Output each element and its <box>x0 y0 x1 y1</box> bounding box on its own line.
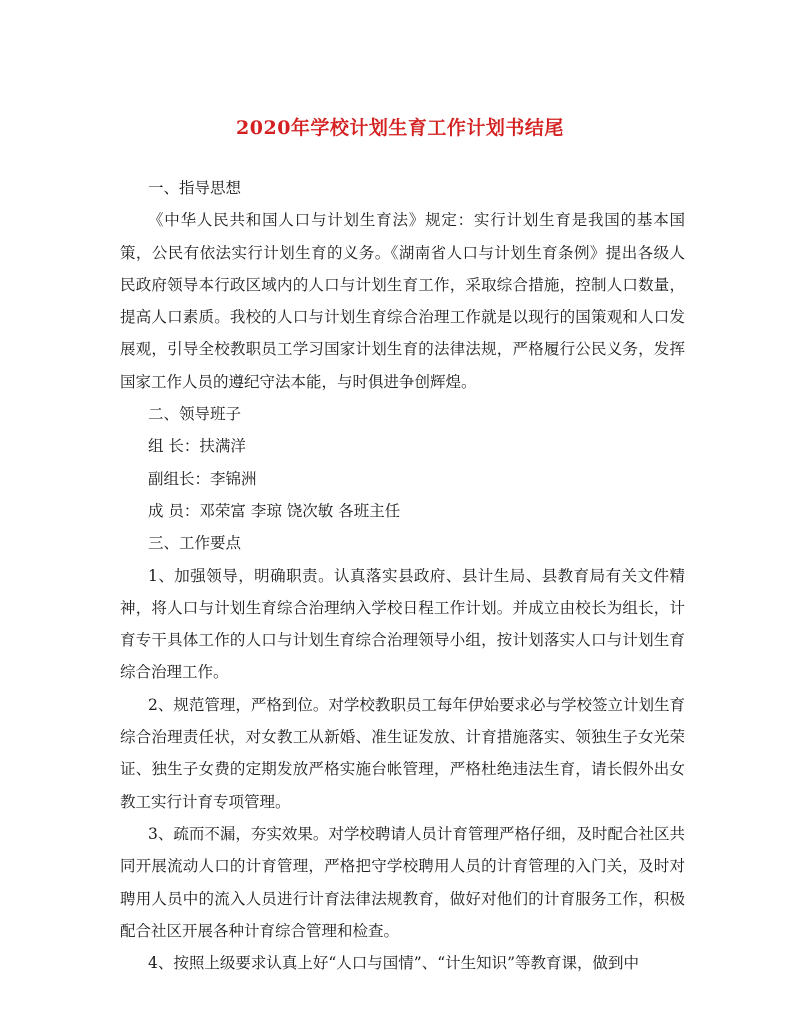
work-point-1: 1、加强领导，明确职责。认真落实县政府、县计生局、县教育局有关文件精神，将人口与计划生育综合治理纳入学校日程工作计划。并成立由校长为组长，计育专干具体工作的人口与计划生育综合治理领导小组，按计划落实人口与计划生育综合治理工作。 <box>120 566 685 682</box>
members-line: 成 员：邓荣富 李琼 饶次敏 各班主任 <box>148 501 401 520</box>
document-title: 2020年学校计划生育工作计划书结尾 <box>236 117 564 139</box>
work-point-3: 3、疏而不漏，夯实效果。对学校聘请人员计育管理严格仔细，及时配合社区共同开展流动人口的计育管理，严格把守学校聘用人员的计育管理的入门关，及时对聘用人员中的流入人员进行计育法律法规教育，做好对他们的计育服务工作，积极配合社区开展各种计育综合管理和检查。 <box>120 824 685 940</box>
document-body <box>120 172 685 979</box>
leader-line: 组 长：扶满洋 <box>148 437 246 456</box>
paragraph-guiding-ideology: 《中华人民共和国人口与计划生育法》规定：实行计划生育是我国的基本国策，公民有依法实行计划生育的义务。《湖南省人口与计划生育条例》提出各级人民政府领导本行政区域内的人口与计划生育工作，采取综合措施，控制人口数量，提高人口素质。我校的人口与计划生育综合治理工作就是以现行的国策观和人口发展观，引导全校教职员工学习国家计划生育的法律法规，严格履行公民义务，发挥国家工作人员的遵纪守法本能，与时俱进争创辉煌。 <box>120 211 685 391</box>
work-point-2: 2、规范管理，严格到位。对学校教职员工每年伊始要求必与学校签立计划生育综合治理责任状，对女教工从新婚、准生证发放、计育措施落实、领独生子女光荣证、独生子女费的定期发放严格实施台帐管理，严格杜绝违法生育，请长假外出女教工实行计育专项管理。 <box>120 695 685 811</box>
section-heading-leadership: 二、领导班子 <box>148 405 242 424</box>
deputy-leader-line: 副组长：李锦洲 <box>148 469 257 488</box>
section-heading-work-points: 三、工作要点 <box>148 534 242 553</box>
section-heading-guiding-ideology: 一、指导思想 <box>148 179 242 197</box>
work-point-4: 4、按照上级要求认真上好“人口与国情”、“计生知识”等教育课，做到中 <box>148 954 640 973</box>
